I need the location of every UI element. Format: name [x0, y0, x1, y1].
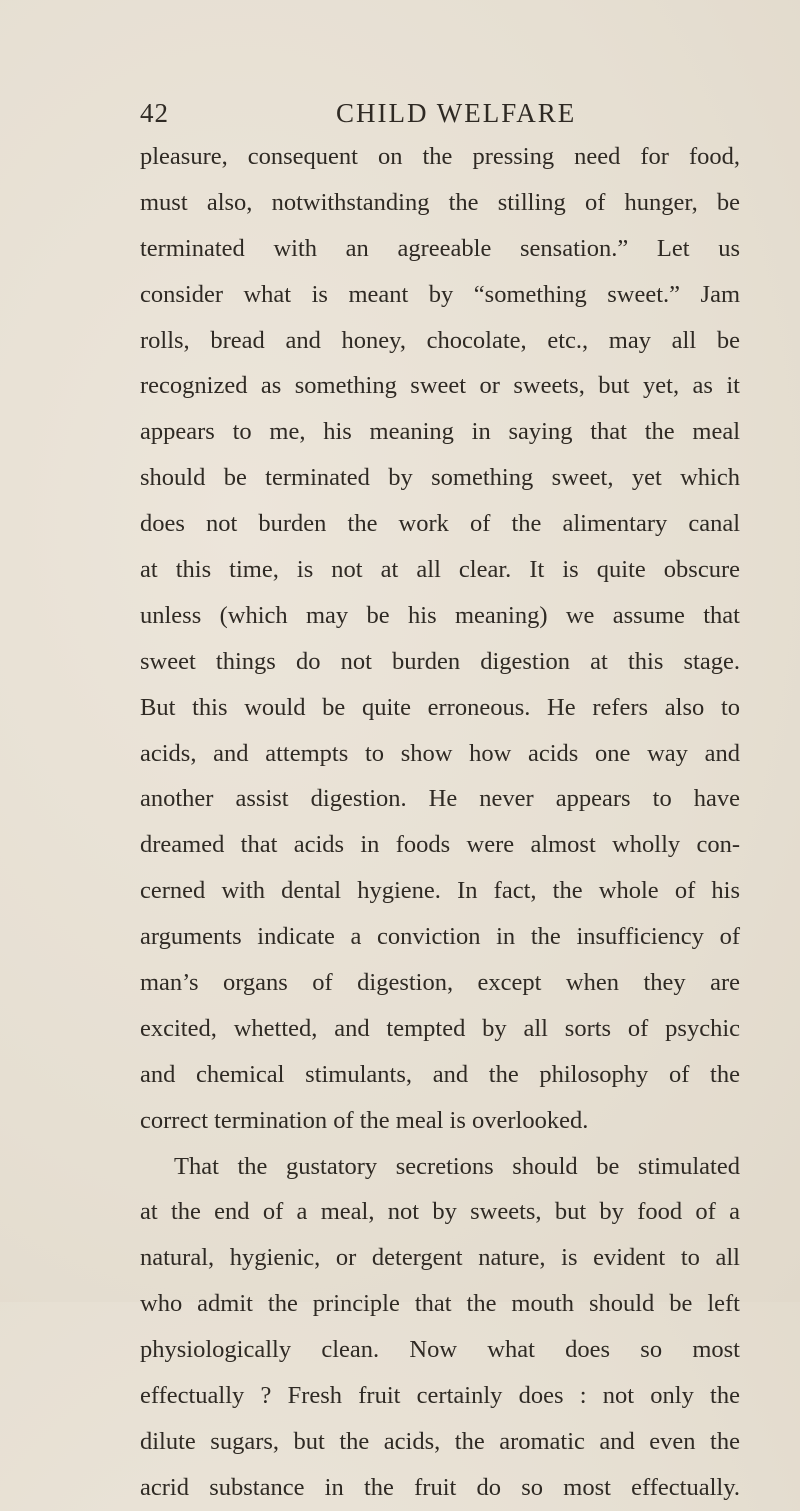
text-line: appears to me, his meaning in saying that the meal [140, 418, 740, 446]
text-line: arguments indicate a conviction in the insufficiency of [140, 923, 740, 951]
text-line: another assist digestion. He never appears to have [140, 785, 740, 813]
text-line: physiologically clean. Now what does so most [140, 1336, 740, 1364]
text-line: pleasure, consequent on the pressing need for food, [140, 143, 740, 170]
text-line: cerned with dental hygiene. In fact, the whole of his [140, 877, 740, 905]
text-line: acids, and attempts to show how acids one way and [140, 739, 740, 767]
text-line: dilute sugars, but the acids, the aromatic and even the [140, 1427, 740, 1455]
text-line: rolls, bread and honey, chocolate, etc., may all be [140, 326, 740, 354]
text-line: who admit the principle that the mouth should be left [140, 1290, 740, 1318]
text-line: and chemical stimulants, and the philosophy of the [140, 1060, 740, 1088]
text-line: unless (which may be his meaning) we assume that [140, 601, 740, 629]
text-line: must also, notwithstanding the stilling of hunger, be [140, 188, 740, 216]
text-line: man’s organs of digestion, except when they are [140, 969, 740, 997]
text-line: does not burden the work of the alimentary canal [140, 510, 740, 538]
text-line: sweet things do not burden digestion at this stage. [140, 647, 740, 675]
page-number: 42 [140, 98, 169, 128]
text-line: at this time, is not at all clear. It is quite obscure [140, 556, 740, 584]
body-text [140, 134, 740, 1511]
text-line: should be terminated by something sweet, yet which [140, 464, 740, 492]
text-line: recognized as something sweet or sweets, but yet, as it [140, 372, 740, 400]
paragraph-start-line: That the gustatory secretions should be stimulated [174, 1152, 740, 1180]
text-line: dreamed that acids in foods were almost wholly con- [140, 831, 740, 859]
text-line: terminated with an agreeable sensation.” Let us [140, 234, 740, 262]
text-line: natural, hygienic, or detergent nature, is evident to all [140, 1244, 740, 1272]
running-title: CHILD WELFARE [336, 98, 577, 128]
text-line: effectually ? Fresh fruit certainly does : not only the [140, 1382, 740, 1410]
text-line: acrid substance in the fruit do so most effectually. [140, 1473, 740, 1501]
text-line: But this would be quite erroneous. He refers also to [140, 693, 740, 721]
text-line: correct termination of the meal is overlooked. [140, 1106, 589, 1134]
text-line: excited, whetted, and tempted by all sorts of psychic [140, 1014, 740, 1042]
text-line: consider what is meant by “something sweet.” Jam [140, 280, 740, 308]
text-line: at the end of a meal, not by sweets, but by food of a [140, 1198, 740, 1226]
page-header [140, 98, 740, 138]
